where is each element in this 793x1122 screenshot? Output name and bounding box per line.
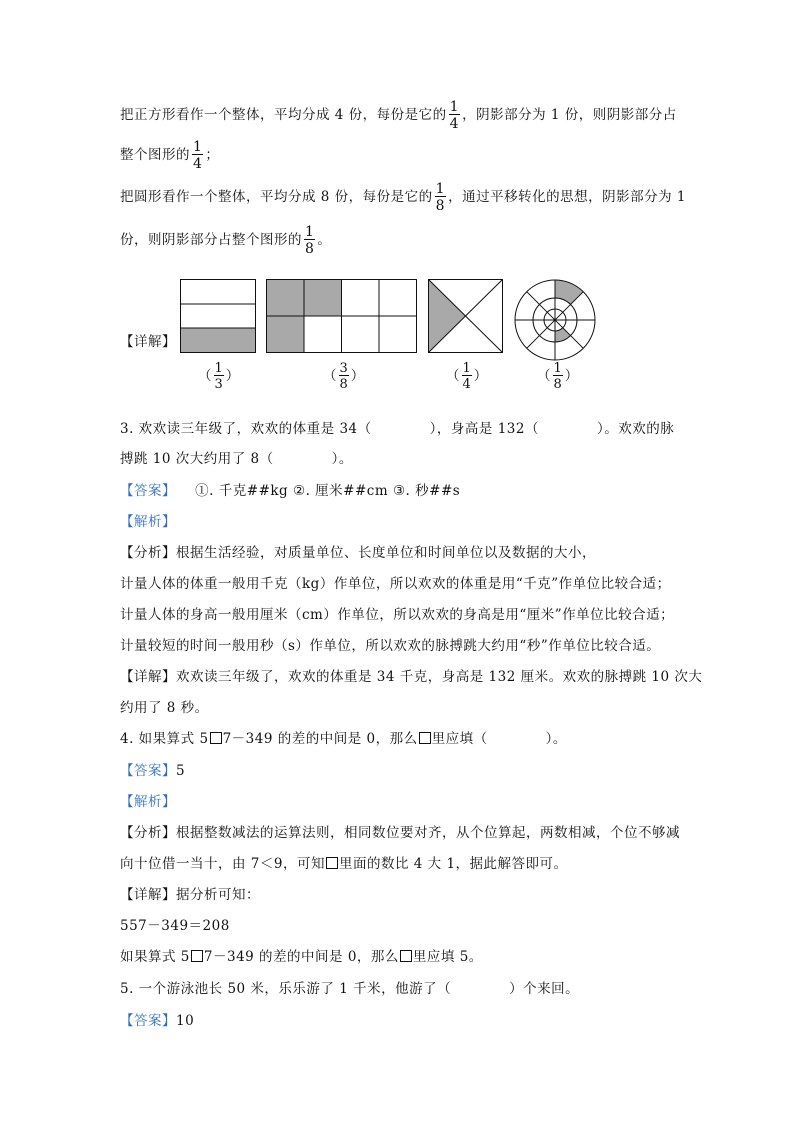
- q3-detail-line: 【详解】欢欢读三年级了，欢欢的体重是 34 千克，身高是 132 厘米。欢欢的脉搏跳 10 次大: [120, 669, 703, 685]
- intro-text: 把正方形看作一个整体，平均分成 4 份，每份是它的: [120, 107, 447, 123]
- q3-time-line: 计量较短的时间一般用秒（s）作单位，所以欢欢的脉搏跳大约用“秒”作单位比较合适。: [120, 638, 661, 654]
- q4-analysis-line: 【分析】根据整数减法的运算法则，相同数位要对齐，从个位算起，两数相减，个位不够减: [120, 825, 680, 841]
- q4-equation: 557－349＝208: [120, 918, 230, 934]
- q4-analysis-line-2: 向十位借一当十，由 7＜9，可知 里面的数比 4 大 1，据此解答即可。: [120, 856, 568, 872]
- empty-box-icon: [400, 950, 412, 962]
- intro-line-3: 把圆形看作一个整体，平均分成 8 份，每份是它的 $\frac{1}{8}$ ，通过平移转化的思想，阴影部分为 1: [120, 181, 686, 214]
- caption-three-eighths: （ $\frac{3}{8}$ ）: [323, 361, 365, 392]
- q3-analysis-tag: 【解析】: [120, 514, 176, 530]
- rectangle-eighths-figure: [266, 279, 417, 353]
- q5-question: 5. 一个游泳池长 50 米，乐乐游了 1 千米，他游了（ ）个来回。: [120, 981, 580, 997]
- circle-eighths-figure: [512, 277, 598, 363]
- q3-detail-line-2: 约用了 8 秒。: [120, 700, 209, 716]
- empty-box-icon: [191, 950, 203, 962]
- fraction-one-eighth: $\frac{1}{8}$: [435, 181, 446, 214]
- q5-answer: 【答案】10: [120, 1013, 195, 1029]
- intro-line-2: 整个图形的 $\frac{1}{4}$ ；: [120, 139, 220, 172]
- fraction-one-quarter: $\frac{1}{4}$: [449, 99, 460, 132]
- q4-detail-line: 【详解】据分析可知：: [120, 887, 260, 903]
- intro-line-4: 份，则阴影部分占整个图形的 $\frac{1}{8}$ 。: [120, 224, 332, 257]
- fraction-one-quarter: $\frac{1}{4}$: [193, 139, 203, 172]
- caption-one-quarter: （ $\frac{1}{4}$ ）: [446, 361, 488, 392]
- q3-answer: 【答案】 ①. 千克##kg ②. 厘米##cm ③. 秒##s: [120, 483, 461, 499]
- answer-tag: 【答案】: [120, 483, 176, 499]
- caption-one-third: （ $\frac{1}{3}$ ）: [198, 361, 240, 392]
- q4-analysis-tag: 【解析】: [120, 794, 176, 810]
- fraction-one-eighth: $\frac{1}{8}$: [305, 224, 315, 257]
- q4-answer: 【答案】5: [120, 763, 186, 779]
- rectangle-thirds-figure: [180, 279, 256, 353]
- q3-analysis-line: 【分析】根据生活经验，对质量单位、长度单位和时间单位以及数据的大小，: [120, 545, 596, 561]
- detail-label: 【详解】: [120, 334, 176, 350]
- empty-box-icon: [326, 857, 338, 869]
- square-quarters-figure: [428, 279, 503, 353]
- intro-text: ，阴影部分为 1 份，则阴影部分占: [462, 107, 677, 123]
- empty-box-icon: [210, 732, 222, 744]
- caption-one-eighth: （ $\frac{1}{8}$ ）: [537, 361, 579, 392]
- intro-line-1: [120, 100, 677, 131]
- q3-question-line-1: 3. 欢欢读三年级了，欢欢的体重是 34（ ），身高是 132（ ）。欢欢的脉: [120, 421, 675, 437]
- empty-box-icon: [419, 732, 431, 744]
- q4-conclusion: 如果算式 5 7－349 的差的中间是 0，那么 里应填 5。: [120, 949, 483, 965]
- q3-height-line: 计量人体的身高一般用厘米（cm）作单位，所以欢欢的身高是用“厘米”作单位比较合适；: [120, 607, 675, 623]
- q3-weight-line: 计量人体的体重一般用千克（kg）作单位，所以欢欢的体重是用“千克”作单位比较合适；: [120, 576, 671, 592]
- q4-question: 4. 如果算式 5 7－349 的差的中间是 0，那么 里应填（ ）。: [120, 731, 567, 747]
- q3-question-line-2: 搏跳 10 次大约用了 8（ ）。: [120, 451, 353, 467]
